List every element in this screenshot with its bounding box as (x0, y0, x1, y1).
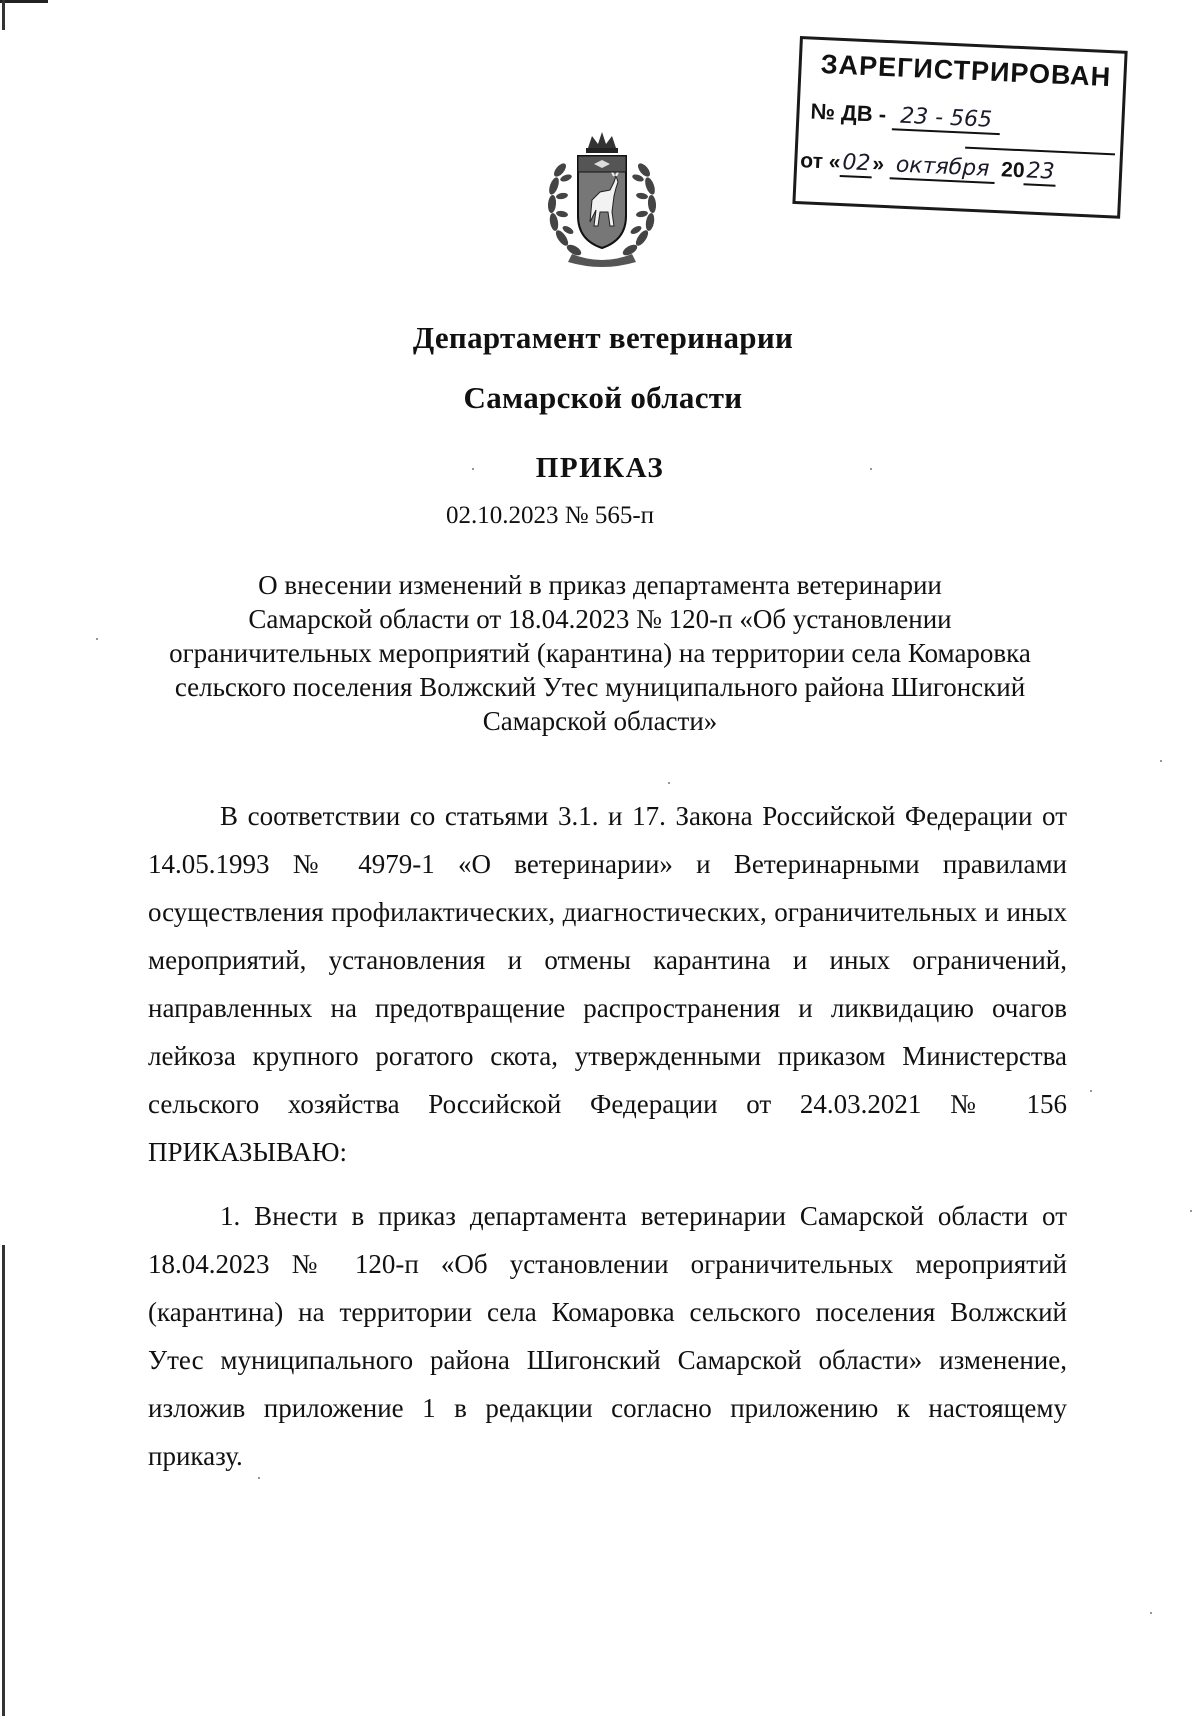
stamp-title: ЗАРЕГИСТРИРОВАН (820, 48, 1112, 93)
scan-speck (870, 468, 872, 470)
scan-edge-mark (0, 0, 48, 3)
stamp-date-day: 02 (840, 150, 873, 178)
subject-line: сельского поселения Волжский Утес муниципального района Шигонский (174, 672, 1026, 702)
stamp-year-suffix: 23 (1024, 158, 1057, 186)
scan-edge-mark (2, 0, 5, 30)
scan-speck (1090, 1090, 1092, 1092)
scan-speck (1160, 760, 1162, 762)
subject-line: ограничительных мероприятий (карантина) на территории села Комаровка (169, 638, 1031, 668)
department-line-1: Департамент ветеринарии (412, 320, 794, 355)
scan-speck (1150, 1612, 1152, 1614)
scan-speck (668, 782, 670, 784)
scan-speck (1190, 1210, 1192, 1212)
department-name (3, 308, 1200, 428)
stamp-date-prefix: от « (799, 149, 841, 174)
order-subject (130, 568, 1070, 738)
subject-line: Самарской области» (482, 706, 718, 736)
subject-line: О внесении изменений в приказ департамента ветеринарии (258, 570, 942, 600)
order-number: 02.10.2023 № 565-п (445, 502, 655, 529)
stamp-date-mid: » (871, 152, 885, 176)
registration-stamp (792, 36, 1127, 219)
scan-speck (96, 638, 98, 640)
scan-edge-mark (2, 1245, 5, 1716)
samara-coat-of-arms-icon (538, 130, 666, 268)
stamp-date-month: октября (889, 152, 996, 184)
order-title: ПРИКАЗ (535, 452, 665, 484)
scan-speck (472, 468, 474, 470)
scan-speck (258, 1477, 260, 1479)
stamp-number-prefix: № ДВ - (810, 98, 887, 127)
body-paragraph-preamble: В соответствии со статьями 3.1. и 17. Закона Российской Федерации от 14.05.1993 № 4979-1 «О ветеринарии» и Ветеринарными правилами осуществления профилактических, диагностических, ограничительных и иных мероприятий, установления и отмены карантина и иных ограничений, направленных на предотвращение распространения и ликвидацию очагов лейкоза крупного рогатого скота, утвержденными приказом Министерства сельского хозяйства Российской Федерации от 24.03.2021 № 156 ПРИКАЗЫВАЮ: (148, 801, 1067, 1167)
department-line-2: Самарской области (463, 380, 743, 415)
stamp-year-prefix: 20 (1000, 158, 1026, 183)
subject-line: Самарской области от 18.04.2023 № 120-п «Об установлении (248, 604, 952, 634)
stamp-number-value: 23 - 565 (892, 103, 1001, 135)
body-paragraph-item-1: 1. Внести в приказ департамента ветеринарии Самарской области от 18.04.2023 № 120-п «Об установлении ограничительных мероприятий (карантина) на территории села Комаровка сельского поселения Волжский Утес муниципального района Шигонский Самарской области» изменение, изложив приложение 1 в редакции согласно приложению к настоящему приказу. (148, 1201, 1067, 1471)
